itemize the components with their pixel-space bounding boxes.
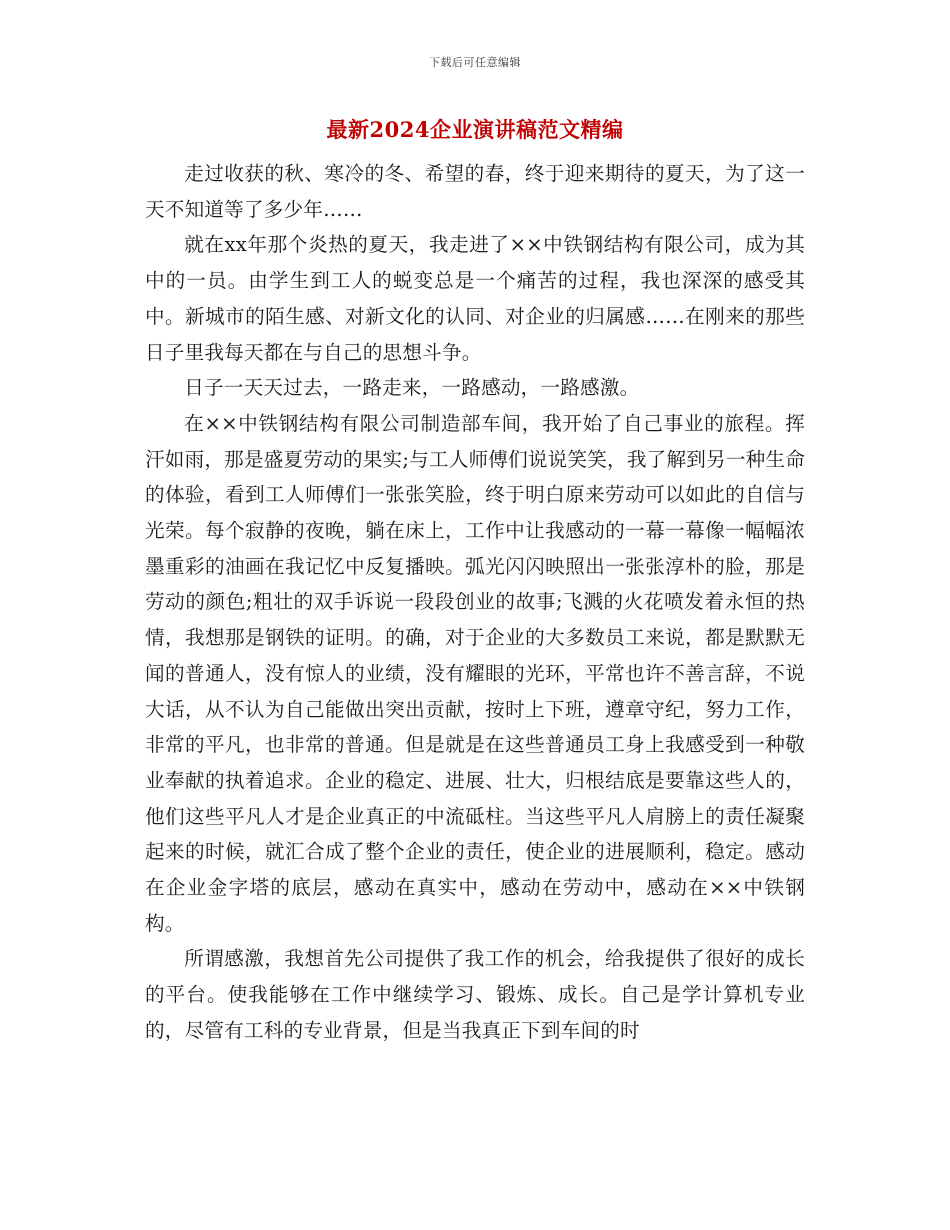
paragraph: 就在xx年那个炎热的夏天，我走进了××中铁钢结构有限公司，成为其中的一员。由学生到工人的蜕变总是一个痛苦的过程，我也深深的感受其中。新城市的陌生感、对新文化的认同、对企业的归属感……在刚来的那些日子里我每天都在与自己的思想斗争。: [145, 233, 805, 364]
paragraph: 走过收获的秋、寒冷的冬、希望的春，终于迎来期待的夏天，为了这一天不知道等了多少年……: [145, 162, 805, 221]
paragraph: 在××中铁钢结构有限公司制造部车间，我开始了自己事业的旅程。挥汗如雨，那是盛夏劳动的果实;与工人师傅们说说笑笑，我了解到另一种生命的体验，看到工人师傅们一张张笑脸，终于明白原来劳动可以如此的自信与光荣。每个寂静的夜晚，躺在床上，工作中让我感动的一幕一幕像一幅幅浓墨重彩的油画在我记忆中反复播映。弧光闪闪映照出一张张淳朴的脸，那是劳动的颜色;粗壮的双手诉说一段段创业的故事;飞溅的火花喷发着永恒的热情，我想那是钢铁的证明。的确，对于企业的大多数员工来说，都是默默无闻的普通人，没有惊人的业绩，没有耀眼的光环，平常也许不善言辞，不说大话，从不认为自己能做出突出贡献，按时上下班，遵章守纪，努力工作，非常的平凡，也非常的普通。但是就是在这些普通员工身上我感受到一种敬业奉献的执着追求。企业的稳定、进展、壮大，归根结底是要靠这些人的，他们这些平凡人才是企业真正的中流砥柱。当这些平凡人肩膀上的责任凝聚起来的时候，就汇合成了整个企业的责任，使企业的进展顺利，稳定。感动在企业金字塔的底层，感动在真实中，感动在劳动中，感动在××中铁钢构。: [145, 411, 805, 935]
document-body: [145, 156, 805, 1049]
header-note: 下载后可任意编辑: [429, 56, 521, 69]
document-title: 最新2024企业演讲稿范文精编: [326, 117, 624, 142]
paragraph: 所谓感激，我想首先公司提供了我工作的机会，给我提供了很好的成长的平台。使我能够在工作中继续学习、锻炼、成长。自己是学计算机专业的，尽管有工科的专业背景，但是当我真正下到车间的时: [145, 947, 805, 1042]
paragraph: 日子一天天过去，一路走来，一路感动，一路感激。: [184, 376, 640, 400]
